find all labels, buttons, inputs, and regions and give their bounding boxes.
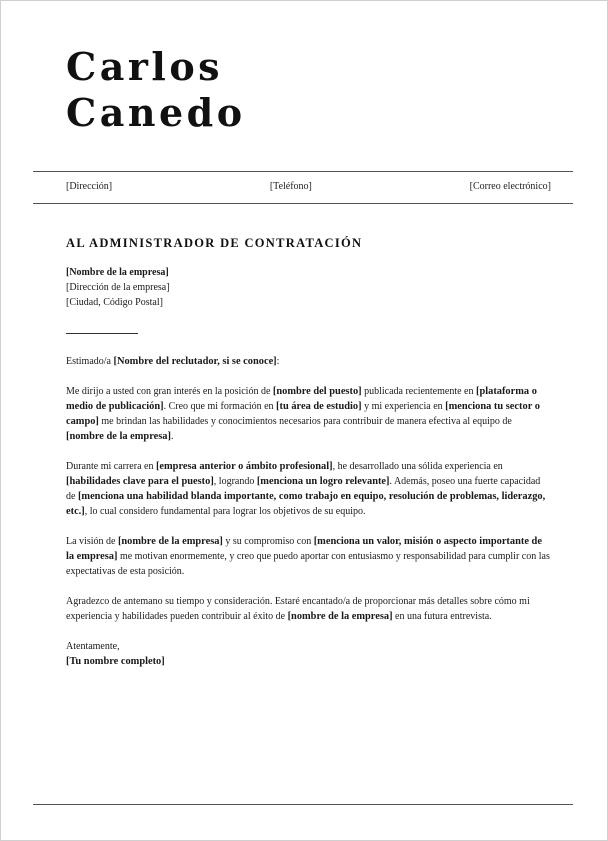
paragraph-3 — [66, 534, 550, 579]
contact-address: [Dirección] — [66, 181, 113, 192]
p3-placeholder: [nombre de la empresa] — [117, 536, 223, 547]
contact-bar — [66, 181, 551, 192]
p3-text: me motivan enormemente, y creo que puedo aportar con entusiasmo y responsabilidad para cumplir con las expectativas de esta posición. — [66, 551, 550, 577]
first-name: Carlos — [66, 44, 224, 89]
p2-text: , he desarrollado una sólida experiencia en — [332, 461, 503, 472]
company-address: [Dirección de la empresa] — [66, 282, 170, 293]
footer-divider — [33, 804, 573, 805]
letter-body — [66, 354, 550, 669]
p2-text: , lo cual considero fundamental para lograr los objetivos de su equipo. — [84, 506, 366, 517]
p3-text: y su compromiso con — [222, 536, 314, 547]
contact-top-divider — [33, 171, 573, 172]
p2-text: , logrando — [213, 476, 257, 487]
p2-placeholder: [menciona una habilidad blanda importante, como trabajo en equipo, resolución de problemas, liderazgo, etc.] — [66, 491, 546, 517]
p1-text: me brindan las habilidades y conocimientos necesarios para contribuir de manera efectiva al equipo de — [98, 416, 512, 427]
p1-text: publicada recientemente en — [361, 386, 476, 397]
contact-bottom-divider — [33, 203, 573, 204]
p4-text: Agradezco de antemano su tiempo y consideración. Estaré encantado/a de proporcionar más detalles sobre cómo mi experiencia y habilidades pueden contribuir al éxito de — [66, 596, 530, 622]
date-line — [66, 333, 138, 334]
company-name: [Nombre de la empresa] — [66, 267, 169, 278]
p2-placeholder: [empresa anterior o ámbito profesional] — [155, 461, 333, 472]
recipient-heading: AL ADMINISTRADOR DE CONTRATACIÓN — [66, 236, 363, 250]
contact-email: [Correo electrónico] — [469, 181, 551, 192]
p2-text: . Además, poseo una fuerte capacidad de — [66, 476, 541, 502]
p2-placeholder: [menciona un logro relevante] — [256, 476, 390, 487]
p1-text: . Creo que mi formación en — [163, 401, 277, 412]
paragraph-4 — [66, 594, 550, 624]
p3-text: La visión de — [66, 536, 118, 547]
p1-text: y mi experiencia en — [361, 401, 446, 412]
paragraph-2 — [66, 459, 550, 519]
p1-placeholder: [nombre del puesto] — [272, 386, 362, 397]
signature-name: [Tu nombre completo] — [66, 656, 165, 667]
contact-phone: [Teléfono] — [269, 181, 312, 192]
last-name: Canedo — [66, 90, 246, 135]
p1-placeholder: [plataforma o medio de publicación] — [66, 386, 537, 412]
recipient-address — [66, 265, 170, 310]
city-postal: [Ciudad, Código Postal] — [66, 297, 163, 308]
p1-placeholder: [menciona tu sector o campo] — [66, 401, 540, 427]
greeting-suffix: : — [276, 356, 280, 367]
p4-placeholder: [nombre de la empresa] — [287, 611, 393, 622]
p3-placeholder: [menciona un valor, misión o aspecto importante de la empresa] — [66, 536, 542, 562]
p1-placeholder: [tu área de estudio] — [276, 401, 362, 412]
applicant-name — [66, 44, 246, 136]
closing-salutation: Atentamente, — [66, 641, 120, 652]
greeting — [66, 354, 550, 369]
recruiter-name: [Nombre del reclutador, si se conoce] — [113, 356, 277, 367]
p1-text: Me dirijo a usted con gran interés en la posición de — [66, 386, 273, 397]
p4-text: en una futura entrevista. — [392, 611, 492, 622]
p1-text: . — [170, 431, 174, 442]
p2-placeholder: [habilidades clave para el puesto] — [66, 476, 214, 487]
p1-placeholder: [nombre de la empresa] — [66, 431, 171, 442]
paragraph-1 — [66, 384, 550, 444]
greeting-prefix: Estimado/a — [66, 356, 114, 367]
closing-block — [66, 639, 550, 669]
p2-text: Durante mi carrera en — [66, 461, 156, 472]
